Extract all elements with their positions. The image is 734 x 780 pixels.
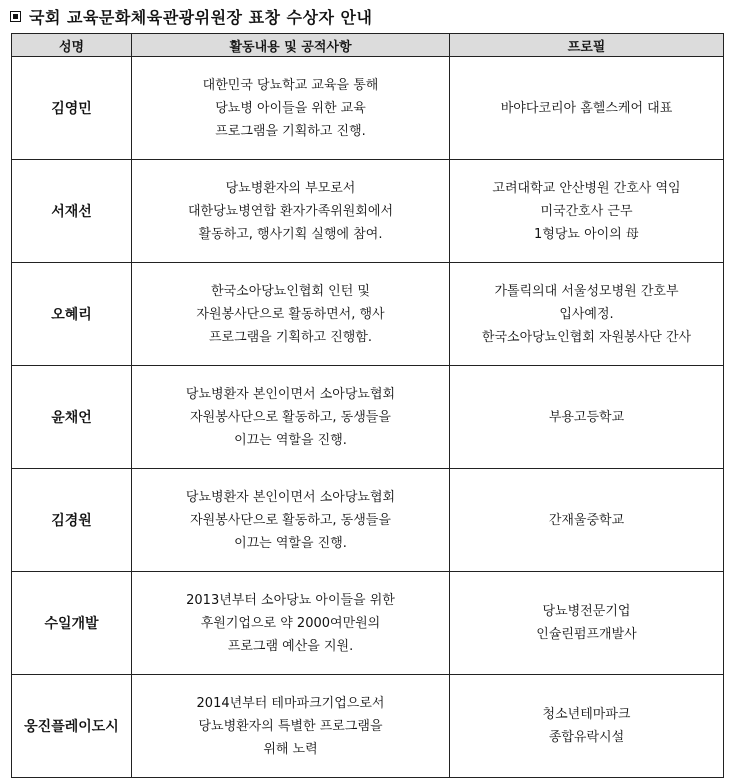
profile-line: 당뇨병전문기업 — [542, 604, 631, 619]
activities-cell — [132, 675, 450, 778]
activity-line: 한국소아당뇨인협회 인턴 및 — [211, 283, 370, 299]
profile-cell — [450, 675, 724, 778]
profile-line: 인슐린펌프개발사 — [536, 627, 637, 642]
activity-line: 2014년부터 테마파크기업으로서 — [196, 695, 385, 711]
activity-line: 활동하고, 행사기획 실행에 참여. — [198, 226, 383, 242]
activities-cell — [132, 160, 450, 263]
activity-line: 2013년부터 소아당뇨 아이들을 위한 — [186, 592, 395, 608]
awardee-name: 윤채언 — [12, 366, 132, 469]
awardee-name: 웅진플레이도시 — [12, 675, 132, 778]
profile-cell — [450, 57, 724, 160]
activity-line: 후원기업으로 약 2000여만원의 — [200, 615, 381, 631]
activity-line: 당뇨병환자의 부모로서 — [225, 180, 356, 196]
awardee-name: 서재선 — [12, 160, 132, 263]
activities-cell — [132, 572, 450, 675]
profile-line: 종합유락시설 — [548, 730, 625, 745]
profile-line: 간재울중학교 — [548, 512, 625, 528]
profile-cell — [450, 263, 724, 366]
activities-cell — [132, 57, 450, 160]
activity-line: 자원봉사단으로 활동하고, 동생들을 — [190, 409, 391, 425]
header-profile: 프로필 — [450, 34, 724, 57]
header-name: 성명 — [12, 34, 132, 57]
page-title-text: 국회 교육문화체육관광위원장 표창 수상자 안내 — [29, 7, 373, 27]
profile-line: 고려대학교 안산병원 간호사 역임 — [492, 180, 681, 196]
activity-line: 당뇨병 아이들을 위한 교육 — [215, 100, 366, 116]
activity-line: 당뇨병환자 본인이면서 소아당뇨협회 — [185, 386, 396, 402]
table-row — [12, 57, 724, 160]
awardee-name: 수일개발 — [12, 572, 132, 675]
profile-cell — [450, 366, 724, 469]
header-activities: 활동내용 및 공적사항 — [132, 34, 450, 57]
activities-cell — [132, 366, 450, 469]
activity-line: 당뇨병환자 본인이면서 소아당뇨협회 — [185, 489, 396, 505]
profile-cell — [450, 160, 724, 263]
activity-line: 위해 노력 — [263, 741, 318, 757]
profile-line: 바야다코리아 홈헬스케어 대표 — [500, 100, 673, 116]
activity-line: 이끄는 역할을 진행. — [234, 432, 347, 448]
table-row — [12, 366, 724, 469]
activity-line: 이끄는 역할을 진행. — [234, 535, 347, 551]
activities-cell — [132, 263, 450, 366]
profile-line: 한국소아당뇨인협회 자원봉사단 간사 — [481, 329, 692, 345]
activity-line: 프로그램 예산을 지원. — [227, 638, 354, 654]
table-row — [12, 675, 724, 778]
activity-line: 자원봉사단으로 활동하고, 동생들을 — [190, 512, 391, 528]
profile-cell — [450, 572, 724, 675]
profile-line: 가톨릭의대 서울성모병원 간호부 — [494, 283, 679, 299]
activity-line: 대한당뇨병연합 환자가족위원회에서 — [187, 203, 394, 219]
profile-line: 1형당뇨 아이의 母 — [534, 226, 639, 242]
profile-cell — [450, 469, 724, 572]
table-row — [12, 160, 724, 263]
table-row — [12, 263, 724, 366]
table-row — [12, 572, 724, 675]
activity-line: 자원봉사단으로 활동하면서, 행사 — [196, 306, 385, 322]
activity-line: 대한민국 당뇨학교 교육을 통해 — [202, 77, 379, 93]
page-title — [10, 4, 372, 28]
square-bullet-icon — [10, 11, 21, 22]
awardee-name: 김영민 — [12, 57, 132, 160]
activity-line: 프로그램을 기획하고 진행. — [215, 123, 366, 139]
activities-cell — [132, 469, 450, 572]
table-header-row — [12, 34, 724, 57]
activity-line: 프로그램을 기획하고 진행함. — [208, 329, 373, 345]
profile-line: 부용고등학교 — [548, 409, 625, 425]
profile-line: 미국간호사 근무 — [540, 203, 633, 219]
awardee-name: 오혜리 — [12, 263, 132, 366]
awardees-table — [11, 33, 724, 778]
table-row — [12, 469, 724, 572]
awardee-name: 김경원 — [12, 469, 132, 572]
activity-line: 당뇨병환자의 특별한 프로그램을 — [198, 718, 383, 734]
profile-line: 청소년테마파크 — [542, 707, 631, 722]
profile-line: 입사예정. — [559, 306, 614, 322]
